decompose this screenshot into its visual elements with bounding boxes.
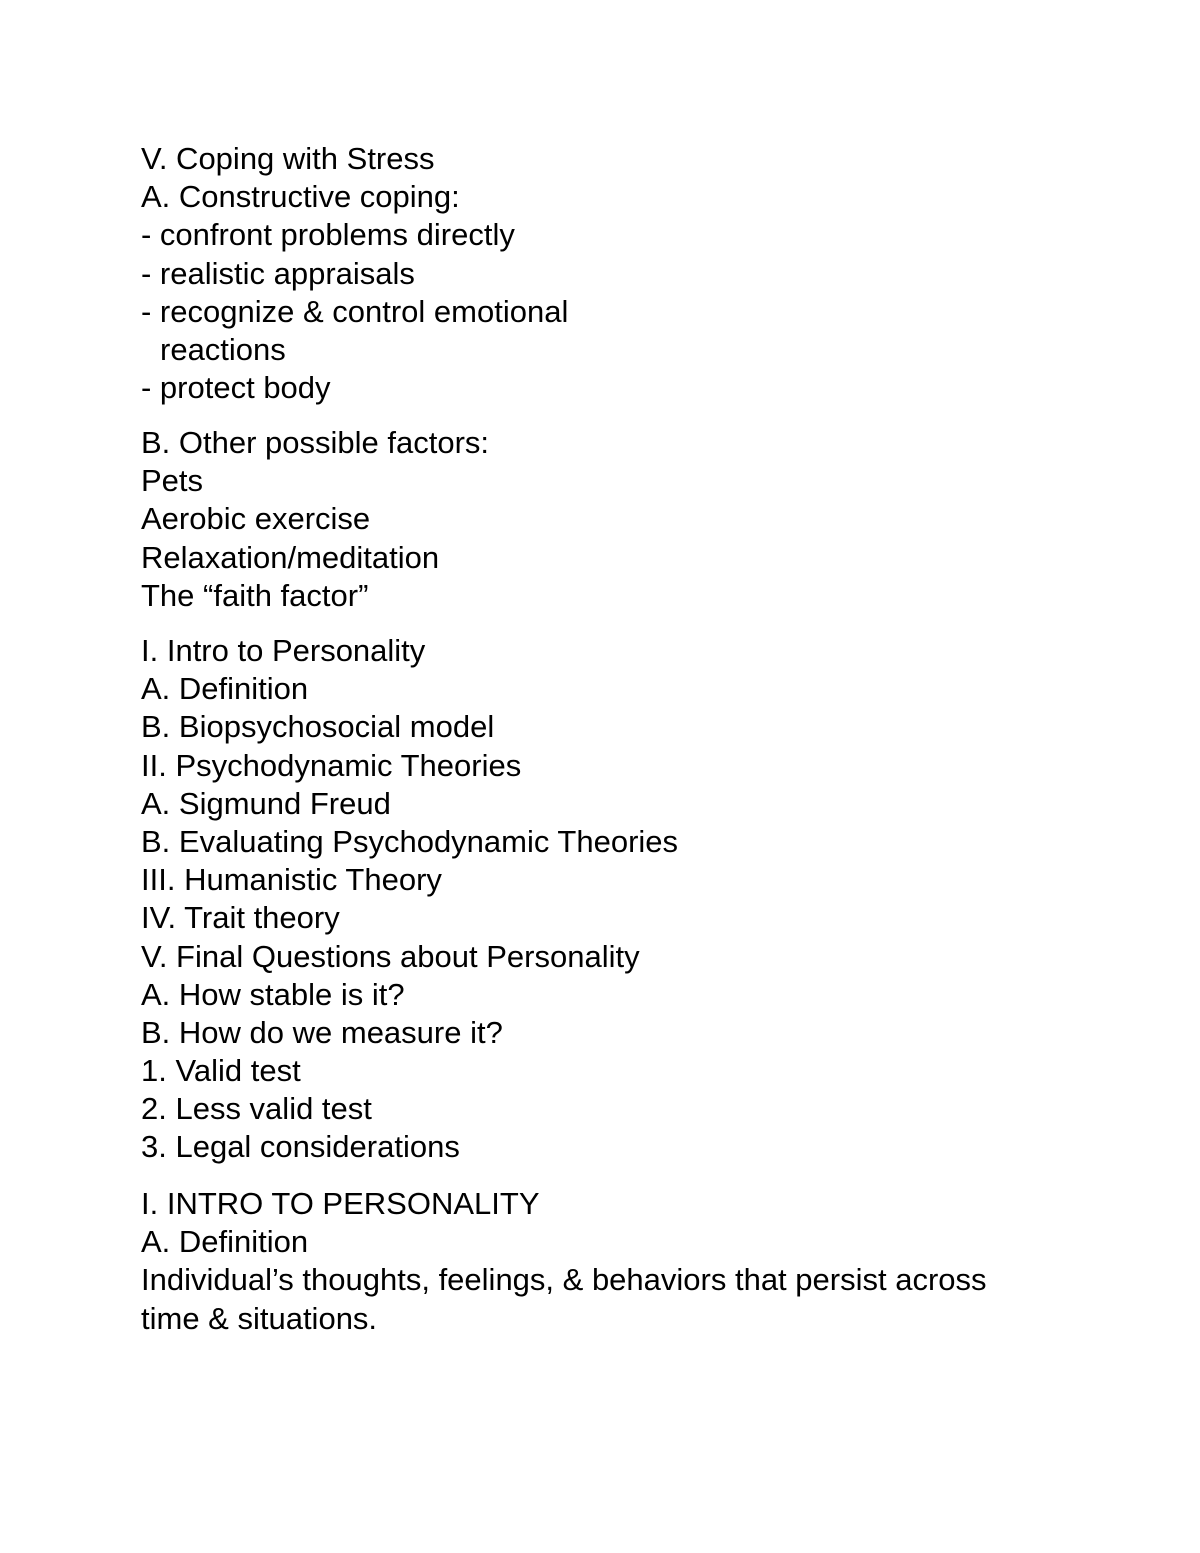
- outline-item: B. How do we measure it?: [141, 1014, 503, 1050]
- coping-section: [141, 140, 1101, 407]
- list-item: - protect body: [141, 370, 331, 406]
- outline-item: A. Sigmund Freud: [141, 785, 391, 821]
- outline-item: I. Intro to Personality: [141, 633, 426, 668]
- outline-item: A. Definition: [141, 671, 309, 707]
- outline-item: IV. Trait theory: [141, 900, 340, 936]
- personality-outline: [141, 632, 1101, 1167]
- outline-item: 1. Valid test: [141, 1053, 301, 1089]
- list-item: - confront problems directly: [141, 217, 515, 253]
- list-item: Relaxation/meditation: [141, 539, 440, 575]
- outline-item: III. Humanistic Theory: [141, 862, 442, 898]
- intro-section: [141, 1185, 1101, 1338]
- outline-item: B. Evaluating Psychodynamic Theories: [141, 823, 679, 859]
- outline-item: V. Final Questions about Personality: [141, 938, 640, 974]
- list-item: - realistic appraisals: [141, 255, 415, 291]
- outline-item: A. How stable is it?: [141, 976, 405, 1012]
- list-item: The “faith factor”: [141, 577, 369, 613]
- definition-text-line: time & situations.: [141, 1300, 378, 1336]
- subsection-heading: B. Other possible factors:: [141, 425, 490, 460]
- definition-text-line: Individual’s thoughts, feelings, & behaviors that persist across: [141, 1262, 987, 1298]
- subsection-heading: A. Constructive coping:: [141, 179, 460, 215]
- factors-section: [141, 424, 1101, 615]
- list-item: Pets: [141, 463, 204, 499]
- list-item: - recognize & control emotional: [141, 293, 569, 329]
- list-item: Aerobic exercise: [141, 501, 371, 537]
- outline-item: II. Psychodynamic Theories: [141, 747, 522, 783]
- list-item-continuation: reactions: [160, 331, 286, 367]
- section-heading: I. INTRO TO PERSONALITY: [141, 1186, 540, 1221]
- section-heading: V. Coping with Stress: [141, 141, 435, 176]
- outline-item: 3. Legal considerations: [141, 1129, 460, 1165]
- outline-item: 2. Less valid test: [141, 1091, 372, 1127]
- outline-item: B. Biopsychosocial model: [141, 709, 495, 745]
- subsection-heading: A. Definition: [141, 1224, 309, 1260]
